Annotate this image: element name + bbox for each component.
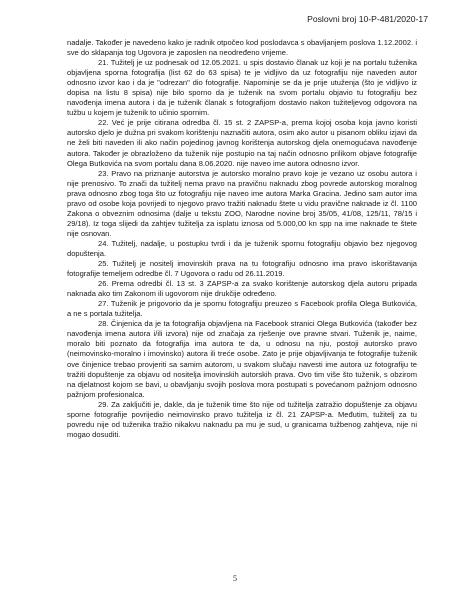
page-number: 5 [233,574,237,583]
paragraph-20-continuation: nadalje. Također je navedeno kako je radnik otpočeo kod poslodavca s obavljanjem poslova 1.12.2002. i sve do sklapanja tog Ugovora je zaposlen na neodređeno vrijeme. [67,38,417,58]
paragraph-23: 23. Pravo na priznanje autorstva je autorsko moralno pravo koje je vezano uz osobu autora i nije prenosivo. To znači da tužitelj nema pravo na pravičnu naknadu zbog povrede autorskog moralnog prava odnosno zbog toga što uz fotografiju nije naveo ime autora Marka Gracina. Jedino sam autor ima pravo od osobe koja povrijedi to njegovo pravo tražiti naknadu štete u vidu pravične naknade iz čl. 1100 Zakona o obveznim odnosima (dalje u tekstu ZOO, Narodne novine broj 35/05, 41/08, 125/11, 78/15 i 29/18). Iz toga slijedi da zahtjev tužitelja za isplatu iznosa od 5.000,00 kn spp na ime naknade te štete nije osnovan. [67,168,417,238]
paragraph-21: 21. Tužitelj je uz podnesak od 12.05.2021. u spis dostavio članak uz koji je na portalu tuženika objavljena sporna fotografija (list 62 do 63 spisa) te je vidljivo da uz fotografiju nije naveden autor odnosno izvor kao i da je "odrezan" dio fotografije. Napominje se da je prije utuženja (što je vidljivo iz dopisa na listu 8 spisa) nije bilo sporno da je tuženik na svom portalu objavio tu fotografiju bez navođenja imena autora i da je tuženik članak s fotografijom dostavio nakon tužiteljevog odgovora na tužbu u kojem je tuženik to učinio spornim. [67,58,417,118]
paragraph-28: 28. Činjenica da je ta fotografija objavljena na Facebook stranici Olega Butkovića (također bez navođenja imena autora i/ili izvora) nije od značaja za rješenje ove pravne stvari. Tuženik je, naime, moralo biti poznato da fotografija ima autora te da, u odnosu na nju, postoji autorsko pravo (neimovinsko-moralno i imovinsko) autora ili treće osobe. Zato je prije objavljivanja te fotografije tuženik ove činjenice trebao provjeriti sa samim autorom, u svakom slučaju navesti ime autora uz fotografiju te tražiti dopuštenje za objavu od nositelja imovinskih autorskih prava. Ovo tim više što tuženik, s obzirom na djelatnost kojom se bavi, u obavljanju svojih poslova mora postupati s povećanom pažnjom odnosno pažnjom profesionalca. [67,319,417,399]
paragraph-26: 26. Prema odredbi čl. 13 st. 3 ZAPSP-a za svako korištenje autorskog djela autoru pripada naknada ako tim Zakonom ili ugovorom nije drukčije određeno. [67,279,417,299]
paragraph-22: 22. Već je prije citirana odredba čl. 15 st. 2 ZAPSP-a, prema kojoj osoba koja javno koristi autorsko djelo je dužna pri svakom korištenju naznačiti autora, osim ako autor u pisanom obliku izjavi da ne želi biti naveden ili ako način pojedinog javnog korištenja autorskog djela onemogućava navođenje autora. Također je obrazloženo da tuženik nije postupio na taj način odnosno prilikom objave fotografije Olega Butkovića na svom portalu dana 8.06.2020. nije naveo ime autora odnosno izvor. [67,118,417,168]
paragraph-24: 24. Tužitelj, nadalje, u postupku tvrdi i da je tuženik spornu fotografiju objavio bez njegovog dopuštenja. [67,238,417,258]
case-number: Poslovni broj 10-P-481/2020-17 [307,14,428,24]
document-body [67,38,417,440]
paragraph-25: 25. Tužitelj je nositelj imovinskih prava na tu fotografiju odnosno ima pravo iskorištavanja fotografije temeljem odredbe čl. 7 Ugovora o radu od 26.11.2019. [67,259,417,279]
paragraph-27: 27. Tuženik je prigovorio da je spornu fotografiju preuzeo s Facebook profila Olega Butkovića, a ne s portala tužitelja. [67,299,417,319]
paragraph-29: 29. Za zaključiti je, dakle, da je tuženik time što nije od tužitelja zatražio dopuštenje za objavu sporne fotografije povrijedio neimovinsko pravo tužitelja iz čl. 21 ZAPSP-a. Međutim, tužitelj za tu povredu nije od tuženika tražio nikakvu naknadu pa mu je sud, u granicama tužbenog zahtjeva, nije ni mogao dosuditi. [67,399,417,439]
